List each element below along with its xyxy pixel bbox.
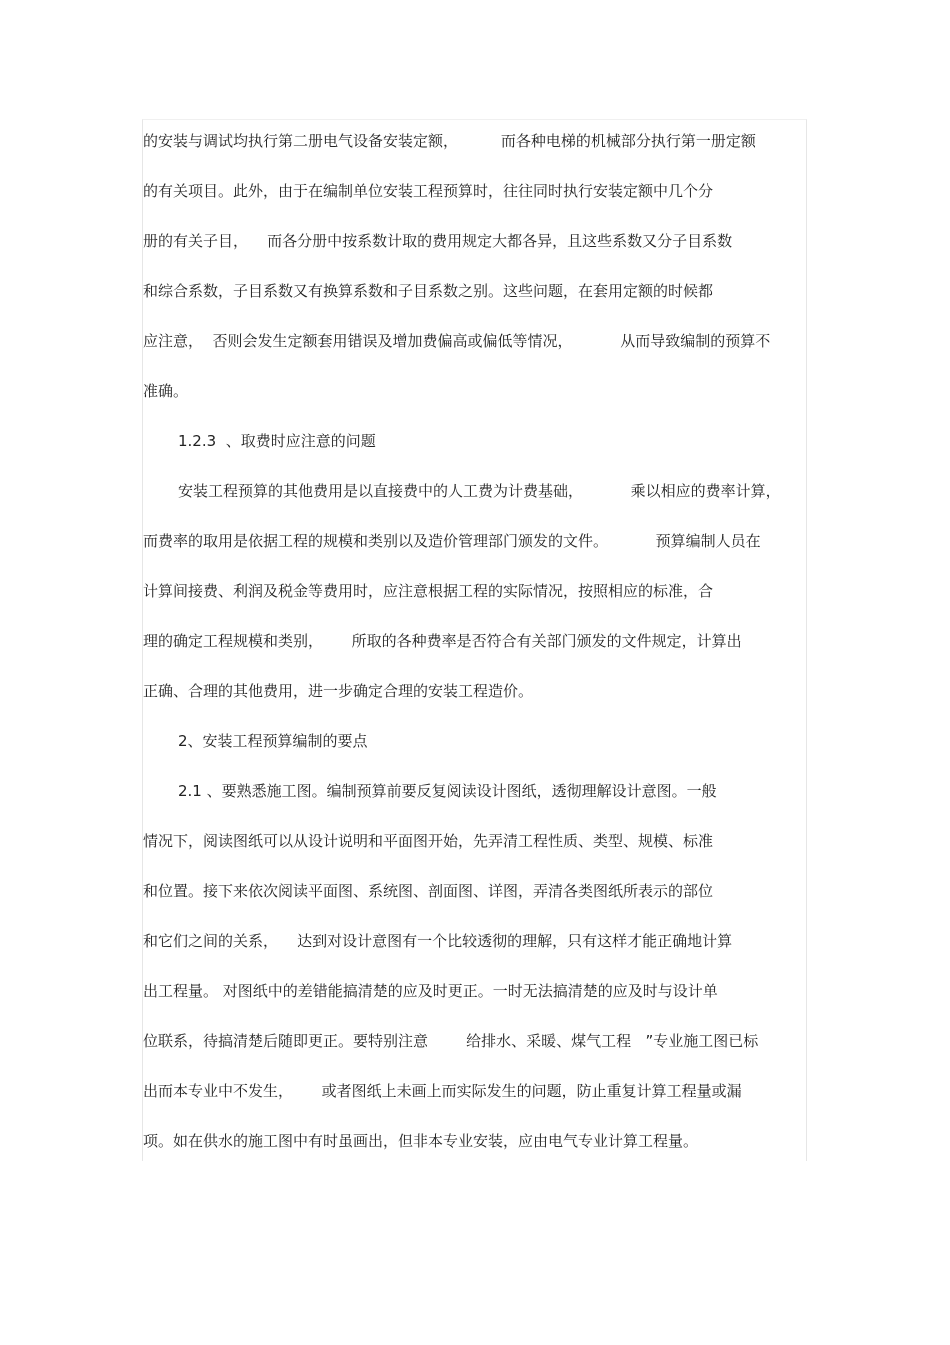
body-text-line: 项。如在供水的施工图中有时虽画出，但非本专业安装，应由电气专业计算工程量。: [143, 1132, 699, 1150]
body-text-line: 正确、合理的其他费用，进一步确定合理的安装工程造价。: [143, 682, 534, 700]
body-text-line: 理的确定工程规模和类别， 所取的各种费率是否符合有关部门颁发的文件规定，计算出: [143, 632, 742, 650]
body-text-line: 计算间接费、利润及税金等费用时，应注意根据工程的实际情况，按照相应的标准，合: [143, 582, 714, 600]
body-text-line: 出而本专业中不发生， 或者图纸上未画上而实际发生的问题，防止重复计算工程量或漏: [143, 1082, 742, 1100]
section-heading: 2、安装工程预算编制的要点: [178, 732, 368, 750]
body-text-line: 位联系，待搞清楚后随即更正。要特别注意 给排水、采暖、煤气工程 ”专业施工图已标: [143, 1032, 759, 1050]
body-text-line: 2.1 、要熟悉施工图。编制预算前要反复阅读设计图纸，透彻理解设计意图。一般: [178, 782, 717, 800]
body-text-line: 而费率的取用是依据工程的规模和类别以及造价管理部门颁发的文件。 预算编制人员在: [143, 532, 761, 550]
body-text-line: 情况下，阅读图纸可以从设计说明和平面图开始，先弄清工程性质、类型、规模、标准: [143, 832, 714, 850]
body-text-line: 和综合系数，子目系数又有换算系数和子目系数之别。这些问题，在套用定额的时候都: [143, 282, 714, 300]
body-text-line: 准确。: [143, 382, 189, 400]
body-text-line: 安装工程预算的其他费用是以直接费中的人工费为计费基础， 乘以相应的费率计算，: [178, 482, 781, 500]
body-text-line: 和它们之间的关系， 达到对设计意图有一个比较透彻的理解，只有这样才能正确地计算: [143, 932, 733, 950]
body-text-line: 应注意， 否则会发生定额套用错误及增加费偏高或偏低等情况， 从而导致编制的预算不: [143, 332, 771, 350]
body-text-line: 的有关项目。此外，由于在编制单位安装工程预算时，往往同时执行安装定额中几个分: [143, 182, 714, 200]
body-text-line: 出工程量。 对图纸中的差错能搞清楚的应及时更正。一时无法搞清楚的应及时与设计单: [143, 982, 718, 1000]
body-text-line: 册的有关子目， 而各分册中按系数计取的费用规定大都各异，且这些系数又分子目系数: [143, 232, 733, 250]
section-heading: 1.2.3 、取费时应注意的问题: [178, 432, 376, 450]
body-text-line: 和位置。接下来依次阅读平面图、系统图、剖面图、详图，弄清各类图纸所表示的部位: [143, 882, 714, 900]
body-text-line: 的安装与调试均执行第二册电气设备安装定额， 而各种电梯的机械部分执行第一册定额: [143, 132, 756, 150]
